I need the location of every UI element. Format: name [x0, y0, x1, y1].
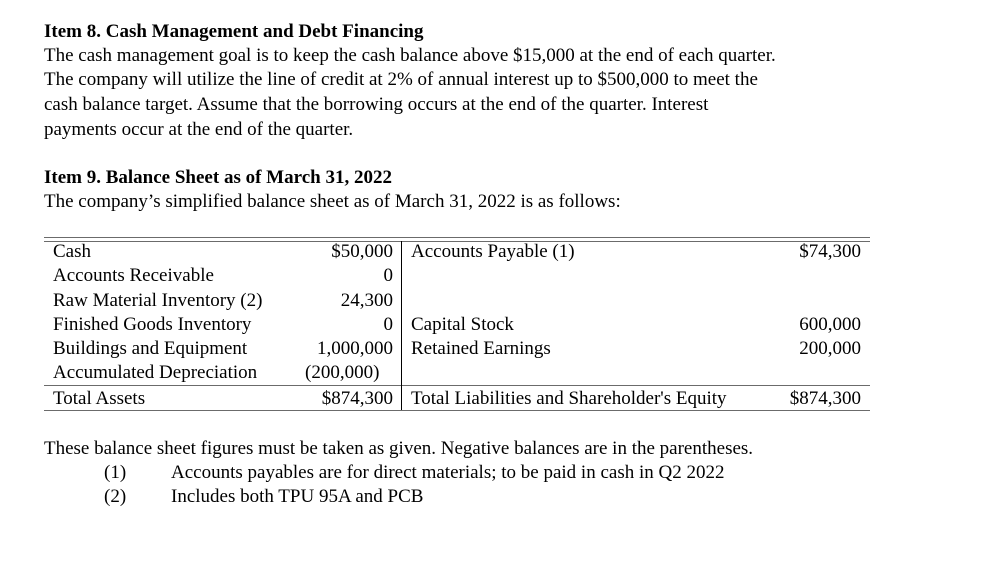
equity-label: Capital Stock — [411, 314, 514, 335]
asset-value: (200,000) — [305, 362, 380, 383]
asset-label: Accumulated Depreciation — [53, 362, 258, 383]
asset-label: Accounts Receivable — [53, 265, 214, 286]
asset-label: Cash — [53, 241, 91, 262]
table-top-rule — [44, 237, 870, 238]
total-liabilities-label: Total Liabilities and Shareholder's Equity — [411, 388, 727, 409]
asset-value: 24,300 — [340, 290, 393, 311]
asset-value: 0 — [383, 314, 393, 335]
asset-value: 1,000,000 — [317, 338, 393, 359]
notes-intro: These balance sheet figures must be taken as given. Negative balances are in the parentheses. — [44, 438, 754, 459]
total-assets-value: $874,300 — [321, 388, 393, 409]
total-assets-label: Total Assets — [53, 388, 146, 409]
note-marker: (1) — [104, 462, 127, 483]
note-text: Accounts payables are for direct materials; to be paid in cash in Q2 2022 — [171, 462, 725, 483]
table-column-divider — [401, 241, 402, 410]
equity-value: 600,000 — [799, 314, 861, 335]
table-total-rule — [44, 385, 870, 386]
item9-intro: The company’s simplified balance sheet as of March 31, 2022 is as follows: — [44, 191, 621, 212]
liability-value: $74,300 — [799, 241, 861, 262]
asset-value: 0 — [383, 265, 393, 286]
asset-label: Raw Material Inventory (2) — [53, 290, 263, 311]
liability-label: Accounts Payable (1) — [411, 241, 575, 262]
item8-line-1: The cash management goal is to keep the cash balance above $15,000 at the end of each quarter. — [44, 45, 776, 66]
item8-line-2: The company will utilize the line of credit at 2% of annual interest up to $500,000 to meet the — [44, 69, 758, 90]
item8-line-4: payments occur at the end of the quarter. — [44, 119, 354, 140]
asset-value: $50,000 — [331, 241, 393, 262]
item9-heading: Item 9. Balance Sheet as of March 31, 2022 — [44, 167, 392, 188]
asset-label: Finished Goods Inventory — [53, 314, 252, 335]
note-text: Includes both TPU 95A and PCB — [171, 486, 424, 507]
equity-value: 200,000 — [799, 338, 861, 359]
asset-label: Buildings and Equipment — [53, 338, 248, 359]
equity-label: Retained Earnings — [411, 338, 551, 359]
item8-line-3: cash balance target. Assume that the borrowing occurs at the end of the quarter. Interest — [44, 94, 709, 115]
total-liabilities-value: $874,300 — [789, 388, 861, 409]
note-marker: (2) — [104, 486, 127, 507]
item8-heading: Item 8. Cash Management and Debt Financing — [44, 21, 424, 42]
